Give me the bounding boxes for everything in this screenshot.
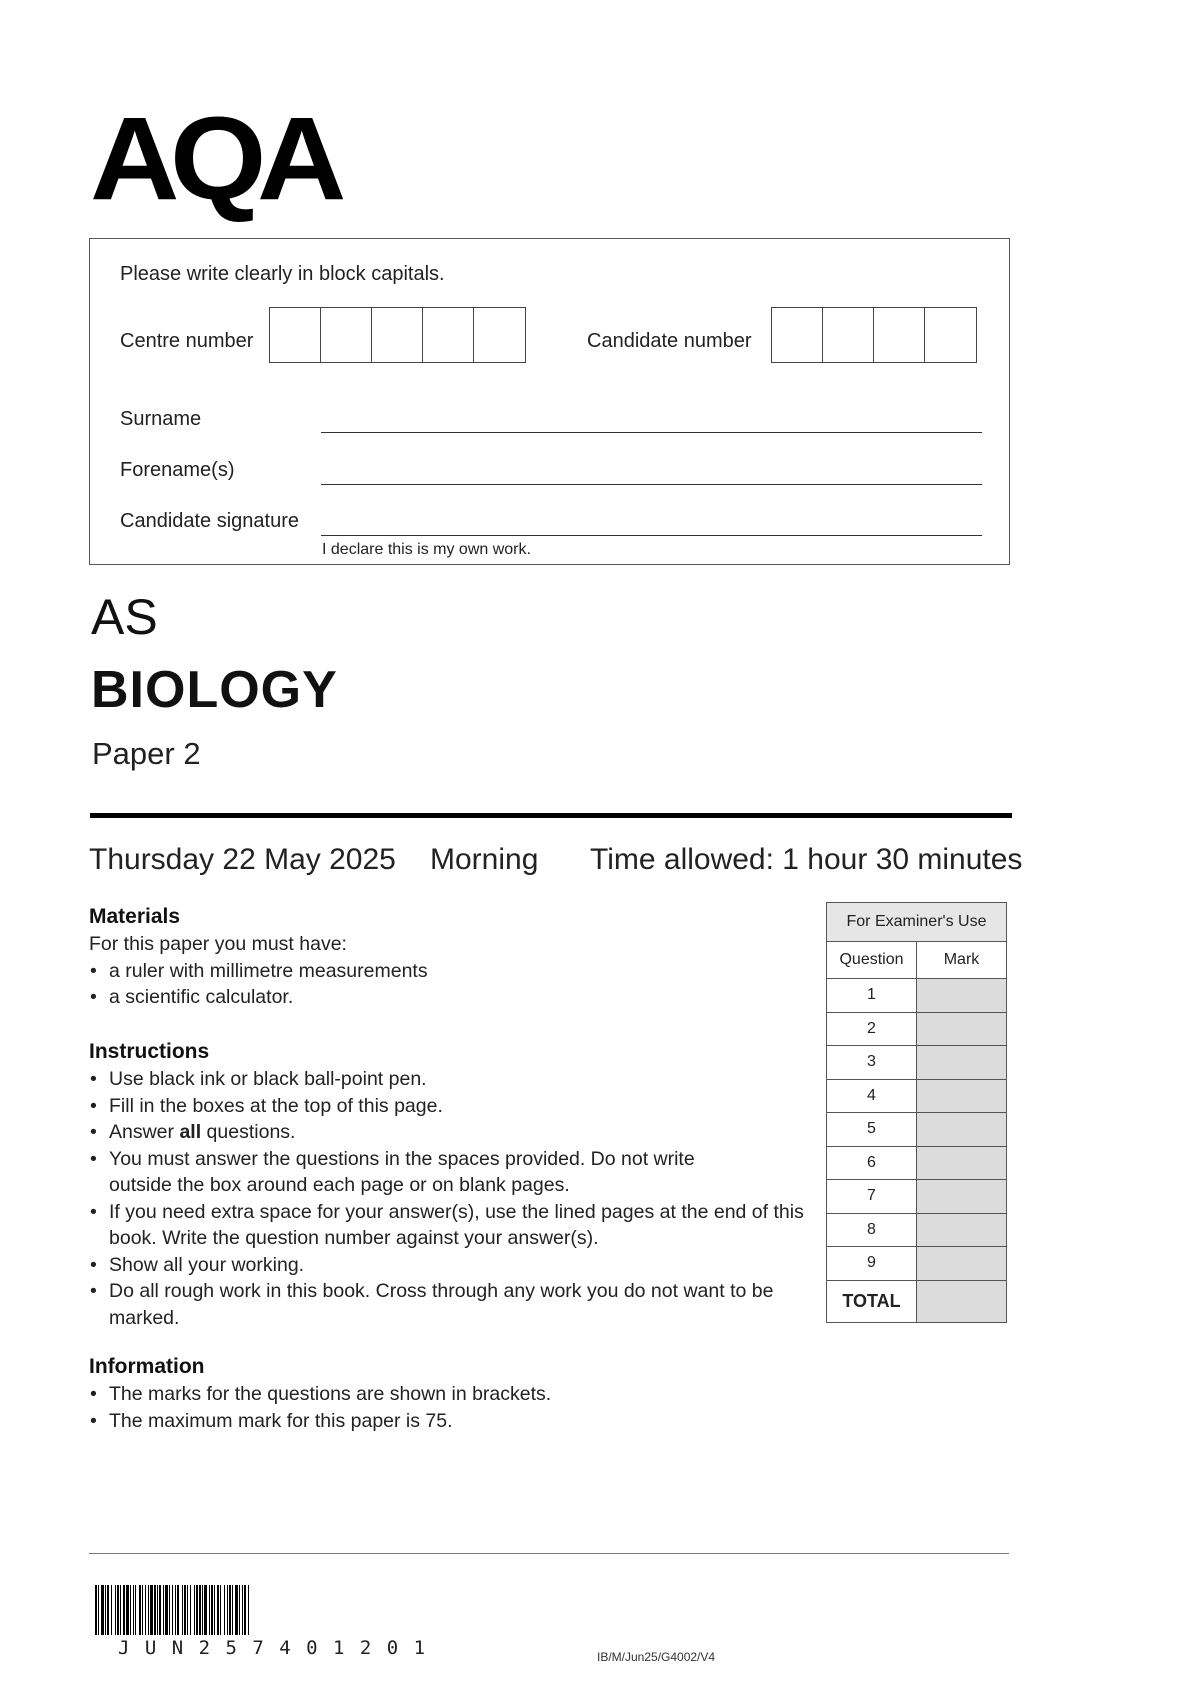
table-row	[827, 1012, 1007, 1046]
information-heading: Information	[89, 1355, 205, 1378]
total-mark-cell[interactable]	[917, 1280, 1007, 1322]
centre-digit-box[interactable]	[372, 308, 423, 362]
mark-cell[interactable]	[917, 1113, 1007, 1147]
signature-label: Candidate signature	[120, 510, 300, 532]
answer-all-prefix: Answer	[109, 1121, 180, 1143]
centre-digit-box[interactable]	[423, 308, 474, 362]
mark-cell[interactable]	[917, 1213, 1007, 1247]
question-column-header: Question	[827, 942, 917, 979]
list-item: • a ruler with millimetre measurements	[89, 958, 809, 985]
signature-line[interactable]	[321, 535, 982, 536]
candidate-number-boxes[interactable]	[771, 307, 977, 363]
barcode-number: J U N 2 5 7 4 0 1 2 0 1	[118, 1637, 428, 1659]
paper-number: Paper 2	[92, 736, 201, 771]
table-row	[827, 979, 1007, 1013]
mark-column-header: Mark	[917, 942, 1007, 979]
total-row	[827, 1280, 1007, 1322]
information-list	[89, 1381, 809, 1434]
candidate-digit-box[interactable]	[772, 308, 823, 362]
mark-cell[interactable]	[917, 1247, 1007, 1281]
list-item: • Do all rough work in this book. Cross through any work you do not want to be marked.	[89, 1278, 779, 1331]
materials-list	[89, 958, 809, 1011]
centre-number-boxes[interactable]	[269, 307, 526, 363]
block-capitals-instruction: Please write clearly in block capitals.	[120, 263, 445, 285]
centre-number-label: Centre number	[120, 330, 254, 352]
question-number: 7	[827, 1180, 917, 1214]
question-number: 3	[827, 1046, 917, 1080]
examiner-use-table	[826, 902, 1007, 1323]
surname-line[interactable]	[321, 432, 982, 433]
answer-all-emphasis: all	[179, 1121, 202, 1143]
table-row	[827, 1247, 1007, 1281]
materials-section	[89, 903, 809, 1011]
centre-digit-box[interactable]	[474, 308, 525, 362]
forenames-label: Forename(s)	[120, 459, 235, 481]
mark-cell[interactable]	[917, 1012, 1007, 1046]
list-item: • If you need extra space for your answer(s), use the lined pages at the end of this book. Write the question number against your answer(s).	[89, 1199, 809, 1252]
table-row	[827, 1213, 1007, 1247]
candidate-details-box	[89, 238, 1010, 565]
materials-intro: For this paper you must have:	[89, 933, 347, 955]
qualification-level: AS	[91, 589, 158, 645]
table-row	[827, 1146, 1007, 1180]
table-row	[827, 1079, 1007, 1113]
barcode-bar	[249, 1585, 250, 1635]
candidate-digit-box[interactable]	[874, 308, 925, 362]
mark-cell[interactable]	[917, 979, 1007, 1013]
forenames-line[interactable]	[321, 484, 982, 485]
title-divider	[90, 813, 1012, 818]
question-number: 9	[827, 1247, 917, 1281]
footer-divider	[89, 1553, 1009, 1554]
mark-cell[interactable]	[917, 1046, 1007, 1080]
table-row	[827, 1113, 1007, 1147]
candidate-digit-box[interactable]	[823, 308, 874, 362]
question-number: 8	[827, 1213, 917, 1247]
surname-label: Surname	[120, 408, 202, 430]
centre-digit-box[interactable]	[321, 308, 372, 362]
declaration-text: I declare this is my own work.	[322, 541, 531, 558]
instructions-section	[89, 1038, 804, 1331]
table-row	[827, 1046, 1007, 1080]
subject-title: BIOLOGY	[91, 661, 338, 719]
mark-cell[interactable]	[917, 1146, 1007, 1180]
list-item: • Show all your working.	[89, 1252, 789, 1279]
materials-heading: Materials	[89, 905, 181, 928]
exam-date: Thursday 22 May 2025	[89, 843, 396, 876]
list-item: • The marks for the questions are shown in brackets.	[89, 1381, 809, 1408]
aqa-logo: AQA	[90, 93, 337, 225]
list-item: • You must answer the questions in the spaces provided. Do not write outside the box around each page or on blank pages.	[89, 1146, 749, 1199]
question-number: 5	[827, 1113, 917, 1147]
mark-cell[interactable]	[917, 1079, 1007, 1113]
question-number: 1	[827, 979, 917, 1013]
question-number: 6	[827, 1146, 917, 1180]
list-item: • The maximum mark for this paper is 75.	[89, 1408, 809, 1435]
question-number: 4	[827, 1079, 917, 1113]
barcode	[95, 1585, 442, 1635]
list-item: • Fill in the boxes at the top of this page.	[89, 1093, 789, 1120]
list-item: • Use black ink or black ball-point pen.	[89, 1066, 789, 1093]
mark-cell[interactable]	[917, 1180, 1007, 1214]
list-item	[89, 1119, 789, 1146]
instructions-list	[89, 1066, 804, 1331]
information-section	[89, 1353, 809, 1434]
centre-digit-box[interactable]	[270, 308, 321, 362]
paper-reference: IB/M/Jun25/G4002/V4	[597, 1650, 716, 1664]
list-item: • a scientific calculator.	[89, 984, 809, 1011]
table-row	[827, 1180, 1007, 1214]
exam-session: Morning	[430, 843, 539, 876]
answer-all-suffix: questions.	[201, 1121, 296, 1143]
candidate-digit-box[interactable]	[925, 308, 976, 362]
question-number: 2	[827, 1012, 917, 1046]
examiner-table-title: For Examiner's Use	[827, 903, 1007, 942]
candidate-number-label: Candidate number	[587, 330, 752, 352]
time-allowed: Time allowed: 1 hour 30 minutes	[590, 843, 1023, 876]
total-label: TOTAL	[827, 1280, 917, 1322]
instructions-heading: Instructions	[89, 1040, 210, 1063]
